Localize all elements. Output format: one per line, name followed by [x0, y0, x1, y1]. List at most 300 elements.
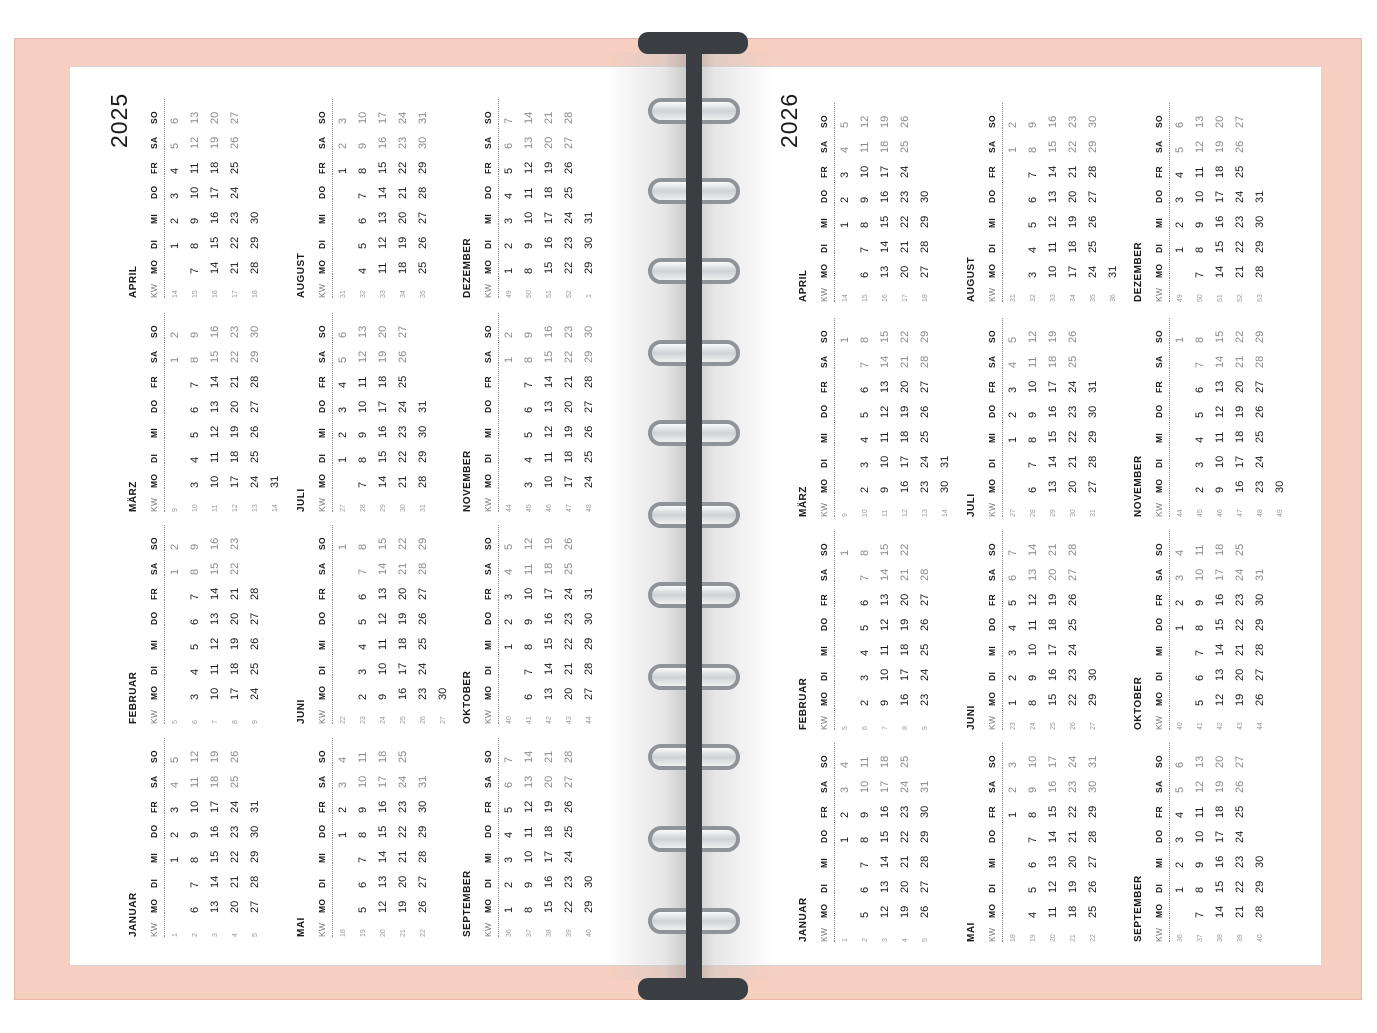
day-number: 30	[919, 805, 931, 818]
month-grid	[1149, 103, 1270, 302]
week-number: 24	[1029, 722, 1037, 730]
week-number: 18	[921, 294, 929, 302]
day-number: 18	[899, 430, 911, 443]
week-row	[353, 99, 373, 298]
day-number	[499, 388, 520, 413]
weekday-header: MO	[982, 468, 1003, 493]
day-number: 26	[249, 425, 261, 438]
weekday-header: MI	[1149, 631, 1170, 656]
day-number	[245, 525, 265, 550]
month-grid	[144, 313, 285, 512]
day-number: 2	[503, 242, 515, 249]
day-number: 20	[1067, 855, 1079, 868]
day-number: 16	[1214, 855, 1226, 868]
day-number: 10	[209, 475, 221, 488]
day-number: 10	[209, 687, 221, 700]
week-number: 32	[359, 290, 367, 298]
week-number: 31	[1089, 509, 1097, 517]
week-number: 51	[545, 290, 553, 298]
day-number: 20	[543, 136, 555, 149]
weekday-header: FR	[144, 149, 165, 174]
day-number: 11	[1047, 906, 1059, 918]
day-number: 14	[377, 562, 389, 575]
day-number: 7	[523, 381, 535, 388]
day-number	[333, 600, 354, 625]
week-row	[855, 531, 875, 730]
day-number: 8	[189, 856, 201, 863]
day-number: 12	[357, 350, 369, 363]
day-number	[915, 103, 935, 128]
week-row	[245, 313, 265, 512]
day-number: 10	[357, 400, 369, 413]
day-number: 8	[1194, 624, 1206, 631]
week-number-header: KW	[1149, 278, 1170, 302]
day-number: 19	[209, 136, 221, 149]
week-number: 1	[171, 933, 179, 937]
day-number: 30	[249, 211, 261, 224]
day-number: 15	[377, 537, 389, 550]
week-row	[855, 743, 875, 942]
weekday-header: DI	[144, 863, 165, 888]
week-number: 18	[1009, 934, 1017, 942]
week-row	[539, 313, 559, 512]
day-number: 7	[1194, 271, 1206, 278]
month-grid	[814, 743, 935, 942]
day-number: 7	[1007, 549, 1019, 556]
day-number	[433, 625, 453, 650]
day-number: 29	[919, 215, 931, 228]
week-row	[539, 738, 559, 937]
day-number	[413, 363, 433, 388]
spiral-ring	[648, 98, 740, 124]
weekday-header: FR	[1149, 153, 1170, 178]
week-row	[225, 738, 245, 937]
weekday-header: DO	[312, 174, 333, 199]
week-number-header: KW	[144, 700, 165, 724]
day-number	[1270, 318, 1290, 343]
day-number: 14	[377, 475, 389, 488]
day-number	[1083, 343, 1103, 368]
day-number: 18	[229, 450, 241, 463]
day-number: 25	[417, 637, 429, 650]
day-number: 16	[1047, 780, 1059, 793]
day-number: 3	[1174, 574, 1186, 581]
weekday-header: MI	[312, 199, 333, 224]
day-number: 22	[563, 350, 575, 363]
weekday-header: MO	[144, 888, 165, 913]
month-name: AUGUST	[966, 256, 977, 302]
day-number: 14	[209, 875, 221, 888]
day-number: 12	[1194, 140, 1206, 153]
day-number: 27	[397, 325, 409, 338]
day-number: 21	[397, 475, 409, 488]
week-row	[353, 525, 373, 724]
day-number: 24	[397, 775, 409, 788]
weekday-header: SO	[312, 99, 333, 124]
day-number	[935, 318, 955, 343]
day-number: 17	[879, 165, 891, 178]
week-number: 11	[211, 504, 219, 512]
weekday-header: MO	[312, 249, 333, 274]
day-number: 18	[1047, 618, 1059, 631]
week-row	[1230, 531, 1250, 730]
day-number: 27	[1254, 668, 1266, 681]
month-calendar	[462, 86, 620, 298]
week-row	[1063, 743, 1083, 942]
day-number: 1	[1007, 811, 1019, 818]
day-number: 17	[563, 475, 575, 488]
day-number: 14	[879, 240, 891, 253]
week-row	[1003, 318, 1024, 517]
binding-clip-top	[638, 32, 748, 54]
week-row	[245, 738, 265, 937]
week-number: 28	[359, 504, 367, 512]
week-number-header: KW	[478, 913, 499, 937]
day-number: 5	[839, 121, 851, 128]
day-number: 11	[1027, 356, 1039, 368]
day-number	[579, 550, 599, 575]
week-row	[373, 738, 393, 937]
day-number: 30	[1087, 668, 1099, 681]
day-number: 15	[209, 850, 221, 863]
week-number: 17	[231, 290, 239, 298]
week-number: 7	[211, 720, 219, 724]
month-grid	[478, 313, 599, 512]
week-number-header: KW	[144, 274, 165, 298]
day-number: 16	[543, 612, 555, 625]
day-number: 2	[1174, 221, 1186, 228]
week-row	[1063, 318, 1083, 517]
weekday-header: SO	[982, 531, 1003, 556]
day-number: 30	[417, 800, 429, 813]
day-number: 6	[1194, 674, 1206, 681]
day-number: 20	[899, 265, 911, 278]
day-number: 8	[523, 643, 535, 650]
week-number: 31	[1009, 294, 1017, 302]
day-number: 10	[543, 475, 555, 488]
day-number: 17	[209, 186, 221, 199]
day-number: 28	[919, 855, 931, 868]
day-number: 28	[1254, 265, 1266, 278]
day-number	[245, 763, 265, 788]
day-number	[499, 463, 520, 488]
day-number: 16	[209, 537, 221, 550]
day-number: 28	[919, 355, 931, 368]
day-number: 26	[919, 905, 931, 918]
day-number: 26	[919, 405, 931, 418]
day-number: 25	[417, 261, 429, 274]
week-number: 11	[881, 509, 889, 517]
day-number: 28	[919, 568, 931, 581]
week-number: 31	[419, 504, 427, 512]
day-number: 6	[1174, 761, 1186, 768]
day-number: 9	[357, 142, 369, 149]
week-number: 41	[525, 716, 533, 724]
day-number: 27	[417, 587, 429, 600]
day-number: 12	[1027, 593, 1039, 606]
day-number: 3	[503, 593, 515, 600]
day-number: 29	[1254, 330, 1266, 343]
day-number	[915, 743, 935, 768]
week-row	[1170, 743, 1191, 942]
day-number: 15	[377, 825, 389, 838]
day-number: 13	[209, 400, 221, 413]
day-number	[333, 575, 354, 600]
day-number: 4	[337, 756, 349, 763]
weekday-header-row	[478, 738, 499, 937]
month-name: JANUAR	[128, 892, 139, 937]
day-number	[165, 675, 186, 700]
week-number: 9	[251, 720, 259, 724]
day-number: 4	[503, 568, 515, 575]
day-number: 6	[357, 217, 369, 224]
weekday-header: MI	[478, 625, 499, 650]
day-number: 6	[859, 386, 871, 393]
day-number	[1083, 581, 1103, 606]
day-number	[1003, 153, 1024, 178]
day-number: 27	[249, 612, 261, 625]
week-row	[559, 738, 579, 937]
day-number: 11	[189, 162, 201, 174]
week-number: 14	[841, 294, 849, 302]
day-number	[265, 363, 285, 388]
day-number: 5	[1174, 146, 1186, 153]
week-row	[1003, 103, 1024, 302]
week-number-header: KW	[312, 274, 333, 298]
day-number: 30	[1087, 115, 1099, 128]
day-number: 3	[189, 481, 201, 488]
day-number: 30	[249, 325, 261, 338]
day-number: 23	[1234, 215, 1246, 228]
day-number: 28	[583, 375, 595, 388]
day-number: 29	[417, 450, 429, 463]
day-number: 5	[1027, 886, 1039, 893]
day-number	[245, 99, 265, 124]
day-number: 1	[503, 906, 515, 913]
day-number	[333, 863, 354, 888]
day-number: 11	[377, 262, 389, 274]
day-number: 16	[209, 825, 221, 838]
day-number: 24	[1234, 830, 1246, 843]
weekday-header-row	[144, 525, 165, 724]
month-name: SEPTEMBER	[462, 870, 473, 937]
week-row	[499, 738, 520, 937]
day-number: 27	[919, 265, 931, 278]
day-number: 13	[1047, 480, 1059, 493]
day-number	[1270, 418, 1290, 443]
day-number: 2	[1007, 121, 1019, 128]
binding-clip-bottom	[638, 978, 748, 1000]
weekday-header: SA	[478, 124, 499, 149]
weekday-header: DI	[478, 438, 499, 463]
day-number: 10	[357, 111, 369, 124]
day-number: 19	[543, 161, 555, 174]
week-number: 21	[1069, 934, 1077, 942]
weekday-header: MO	[982, 893, 1003, 918]
day-number: 11	[1047, 241, 1059, 253]
week-number-header: KW	[478, 274, 499, 298]
day-number	[165, 888, 186, 913]
weekday-header: DI	[982, 656, 1003, 681]
week-number: 18	[251, 290, 259, 298]
day-number: 5	[169, 142, 181, 149]
week-number: 39	[565, 929, 573, 937]
day-number: 31	[417, 111, 429, 124]
day-number: 27	[1254, 380, 1266, 393]
month-name: MAI	[966, 922, 977, 942]
day-number	[1003, 893, 1024, 918]
day-number: 24	[583, 475, 595, 488]
week-number: 36	[1109, 294, 1117, 302]
weekday-header: DI	[312, 863, 333, 888]
day-number: 2	[1007, 411, 1019, 418]
week-number: 49	[505, 290, 513, 298]
week-number-header: KW	[982, 706, 1003, 730]
week-row	[875, 743, 895, 942]
day-number: 30	[1254, 593, 1266, 606]
month-name: NOVEMBER	[462, 450, 473, 512]
week-row	[559, 525, 579, 724]
week-row	[1023, 318, 1043, 517]
week-row	[539, 525, 559, 724]
weekday-header: SO	[814, 743, 835, 768]
day-number: 18	[1214, 543, 1226, 556]
weekday-header: DO	[1149, 606, 1170, 631]
weekday-header: DI	[1149, 443, 1170, 468]
day-number: 2	[839, 196, 851, 203]
weekday-header-row	[144, 738, 165, 937]
day-number: 13	[879, 593, 891, 606]
week-number-header: KW	[982, 278, 1003, 302]
week-number: 9	[171, 508, 179, 512]
day-number: 2	[1174, 861, 1186, 868]
day-number: 5	[357, 618, 369, 625]
week-row	[835, 103, 856, 302]
day-number: 6	[859, 271, 871, 278]
week-row	[333, 99, 354, 298]
weekday-header: DO	[144, 600, 165, 625]
weekday-header: FR	[312, 575, 333, 600]
day-number: 2	[1007, 674, 1019, 681]
week-number-header: KW	[312, 488, 333, 512]
week-number: 36	[1176, 934, 1184, 942]
week-number-header: KW	[814, 278, 835, 302]
week-number: 27	[1009, 509, 1017, 517]
day-number: 30	[249, 825, 261, 838]
week-number: 33	[379, 290, 387, 298]
weekday-header: SO	[312, 525, 333, 550]
day-number: 19	[543, 800, 555, 813]
day-number: 19	[1067, 215, 1079, 228]
weekday-header: MI	[144, 625, 165, 650]
day-number: 1	[337, 167, 349, 174]
day-number: 5	[859, 411, 871, 418]
month-name: AUGUST	[296, 252, 307, 298]
week-row	[373, 525, 393, 724]
day-number: 9	[1194, 861, 1206, 868]
weekday-header: FR	[478, 149, 499, 174]
weekday-header: MI	[814, 843, 835, 868]
day-number: 3	[1174, 836, 1186, 843]
day-number: 30	[1254, 855, 1266, 868]
day-number	[1250, 128, 1270, 153]
week-row	[1190, 318, 1210, 517]
day-number: 10	[1047, 265, 1059, 278]
week-row	[519, 525, 539, 724]
day-number: 8	[1027, 699, 1039, 706]
day-number	[1103, 203, 1123, 228]
week-number: 44	[585, 716, 593, 724]
month-name: JULI	[296, 488, 307, 512]
day-number: 18	[1234, 430, 1246, 443]
day-number	[1250, 531, 1270, 556]
day-number: 24	[417, 662, 429, 675]
month-grid	[478, 525, 599, 724]
week-row	[245, 99, 265, 298]
weekday-header: DI	[312, 438, 333, 463]
day-number: 19	[879, 115, 891, 128]
day-number	[835, 228, 856, 253]
week-row	[393, 738, 413, 937]
day-number: 2	[169, 831, 181, 838]
day-number: 16	[377, 800, 389, 813]
day-number: 29	[1087, 805, 1099, 818]
day-number: 13	[1027, 568, 1039, 581]
day-number: 23	[1067, 115, 1079, 128]
day-number: 16	[879, 805, 891, 818]
week-row	[433, 525, 453, 724]
day-number: 2	[1194, 486, 1206, 493]
day-number: 15	[377, 161, 389, 174]
weekday-header: MI	[1149, 843, 1170, 868]
day-number: 18	[879, 755, 891, 768]
day-number: 25	[1234, 805, 1246, 818]
day-number	[1083, 631, 1103, 656]
day-number: 8	[1194, 336, 1206, 343]
weekday-header: FR	[982, 581, 1003, 606]
day-number: 25	[899, 140, 911, 153]
week-number: 31	[339, 290, 347, 298]
day-number: 4	[859, 649, 871, 656]
day-number: 26	[1087, 215, 1099, 228]
day-number: 8	[1027, 811, 1039, 818]
day-number: 21	[1067, 165, 1079, 178]
day-number: 22	[1234, 618, 1246, 631]
day-number: 25	[919, 643, 931, 656]
week-number: 19	[1029, 934, 1037, 942]
day-number: 28	[1254, 355, 1266, 368]
day-number: 3	[1027, 271, 1039, 278]
day-number: 31	[417, 775, 429, 788]
week-row	[1043, 103, 1063, 302]
day-number	[1170, 656, 1191, 681]
day-number: 7	[189, 593, 201, 600]
day-number: 4	[1174, 171, 1186, 178]
day-number: 20	[1234, 380, 1246, 393]
week-row	[1210, 743, 1230, 942]
week-row	[1190, 531, 1210, 730]
day-number: 30	[919, 190, 931, 203]
day-number: 5	[357, 906, 369, 913]
day-number: 27	[229, 111, 241, 124]
day-number	[333, 675, 354, 700]
day-number: 16	[209, 325, 221, 338]
month-name: FEBRUAR	[128, 671, 139, 724]
day-number: 20	[1214, 115, 1226, 128]
day-number: 12	[859, 115, 871, 128]
month-calendar	[128, 86, 286, 298]
month-calendar	[1133, 730, 1291, 942]
